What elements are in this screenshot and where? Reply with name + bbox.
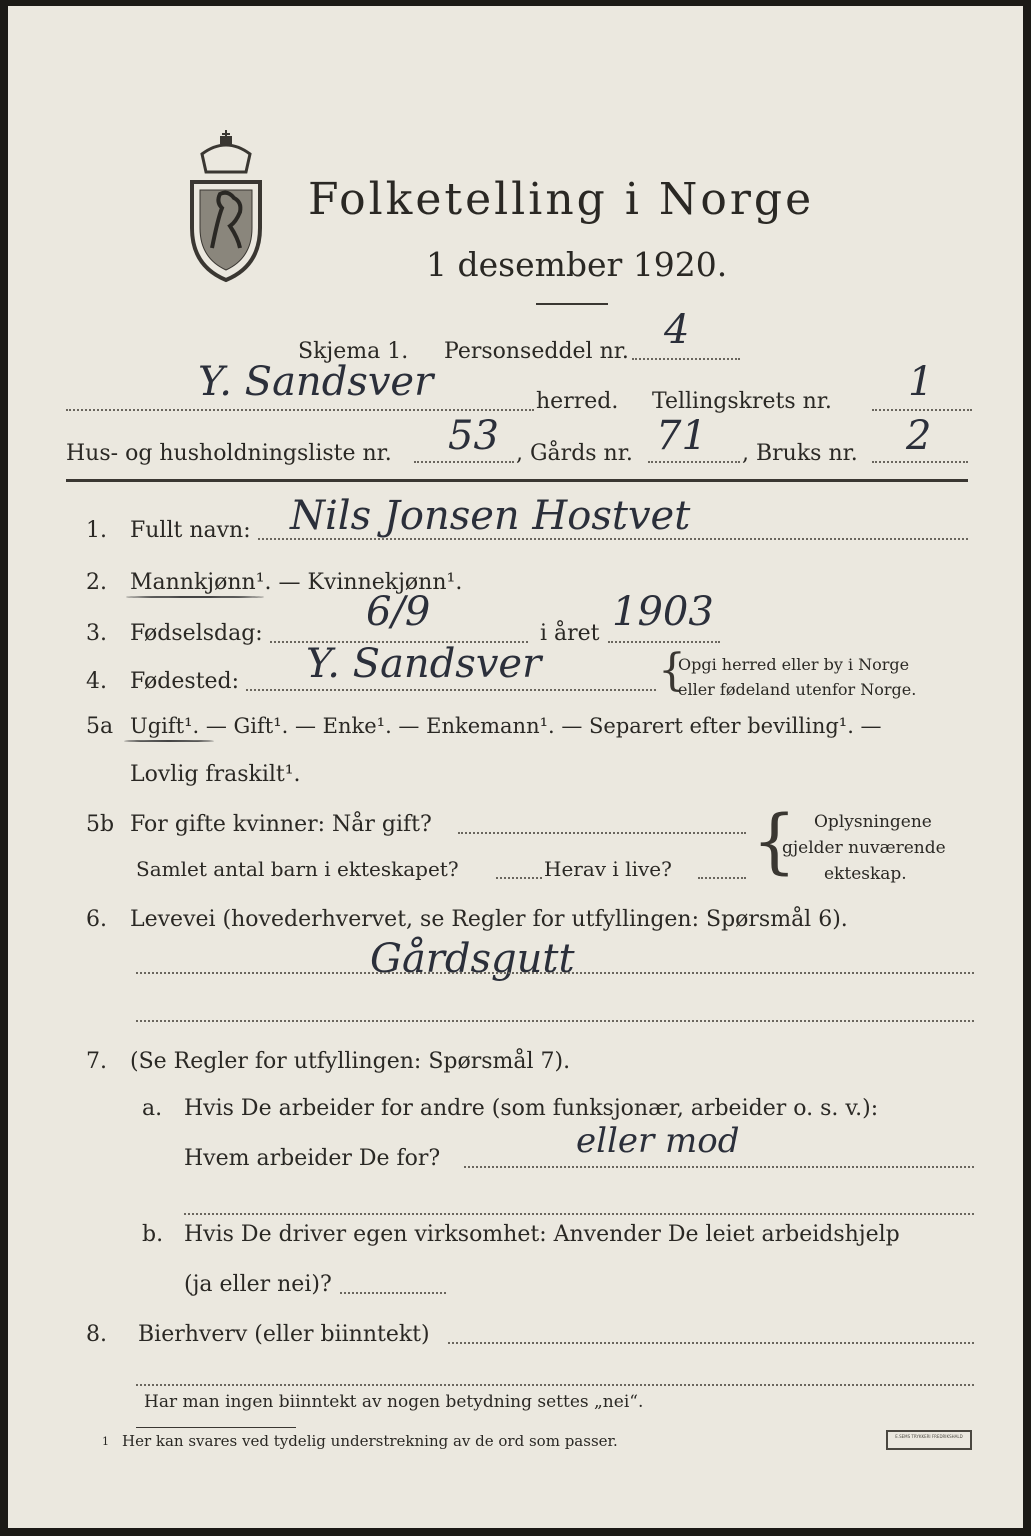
q8-label: Bierhverv (eller biinntekt) (138, 1322, 430, 1347)
q8-number: 8. (86, 1322, 107, 1347)
form-title: Folketelling i Norge (308, 174, 815, 225)
q4-value: Y. Sandsver (306, 641, 542, 687)
biinntekt-note: Har man ingen biinntekt av nogen betydning settes „nei“. (144, 1392, 644, 1412)
q5a-answer-underline (124, 740, 214, 742)
krets-label: Tellingskrets nr. (652, 389, 832, 414)
q3-year-value: 1903 (612, 589, 714, 635)
bruks-label: , Bruks nr. (742, 441, 858, 466)
hus-label: Hus- og husholdningsliste nr. (66, 441, 392, 466)
q5b-barn-field-line (496, 877, 542, 879)
q5b-note-brace: { (752, 800, 797, 882)
q7a-field-line-2 (184, 1213, 974, 1215)
q5b-field-line (458, 832, 746, 834)
q3-year-label: i året (540, 621, 600, 646)
hus-field-line (414, 461, 514, 463)
q5b-label-line2: Samlet antal barn i ekteskapet? (136, 857, 459, 881)
q2-number: 2. (86, 570, 107, 595)
q7a-value: eller mod (576, 1121, 740, 1161)
q7b-number: b. (142, 1222, 164, 1247)
krets-field-line (872, 409, 972, 411)
q7-number: 7. (86, 1049, 107, 1074)
q3-year-field-line (608, 641, 720, 643)
q6-field-line (136, 972, 974, 974)
q4-field-line (246, 689, 656, 691)
gards-value: 71 (656, 413, 707, 459)
q5b-note-line1: Oplysningene (814, 812, 932, 832)
q4-number: 4. (86, 669, 107, 694)
q4-note-brace: { (658, 645, 686, 696)
q2-answer-underline (126, 596, 264, 598)
q5a-number: 5a (86, 714, 114, 739)
q4-label: Fødested: (130, 669, 240, 694)
person-number-value: 4 (664, 307, 690, 353)
q8-field-line (448, 1342, 974, 1344)
q5a-label: Ugift¹. — Gift¹. — Enke¹. — Enkemann¹. — Separert efter bevilling¹. — (130, 714, 882, 738)
q5b-note-line3: ekteskap. (824, 864, 907, 884)
form-date: 1 desember 1920. (426, 245, 728, 284)
krets-value: 1 (908, 359, 934, 405)
bruks-field-line (872, 461, 968, 463)
person-label: Personseddel nr. (444, 339, 629, 364)
q7a-number: a. (142, 1096, 163, 1121)
q5b-label: For gifte kvinner: Når gift? (130, 812, 432, 837)
q5b-note-line2: gjelder nuværende (782, 838, 946, 858)
footnote-text: Her kan svares ved tydelig understrekning av de ord som passer. (122, 1432, 618, 1450)
q7b-label-line2: (ja eller nei)? (184, 1272, 332, 1297)
q6-value: Gårdsgutt (370, 936, 575, 982)
q5a-label-line2: Lovlig fraskilt¹. (130, 762, 301, 787)
q3-value: 6/9 (366, 589, 431, 635)
q5b-label-line3: Herav i live? (544, 857, 672, 881)
hus-value: 53 (448, 413, 499, 459)
coat-of-arms-icon (180, 130, 272, 285)
q7a-label: Hvis De arbeider for andre (som funksjonær, arbeider o. s. v.): (184, 1096, 879, 1121)
q7a-label-line2: Hvem arbeider De for? (184, 1146, 441, 1171)
q1-label: Fullt navn: (130, 518, 251, 543)
q6-field-line-2 (136, 1020, 974, 1022)
q6-label: Levevei (hovederhvervet, se Regler for utfyllingen: Spørsmål 6). (130, 907, 848, 932)
q5b-number: 5b (86, 812, 115, 837)
herred-field-line (66, 409, 534, 411)
gards-field-line (648, 461, 740, 463)
herred-value: Y. Sandsver (198, 359, 434, 405)
footer-divider (136, 1427, 296, 1428)
gards-label: , Gårds nr. (516, 441, 633, 466)
q3-label: Fødselsdag: (130, 621, 263, 646)
q7a-field-line (464, 1166, 974, 1168)
census-form-page (8, 6, 1023, 1528)
header-divider (66, 479, 968, 482)
q7-label: (Se Regler for utfyllingen: Spørsmål 7). (130, 1049, 571, 1074)
q2-label: Mannkjønn¹. — Kvinnekjønn¹. (130, 570, 463, 595)
footnote-mark: 1 (102, 1435, 109, 1448)
q7b-label: Hvis De driver egen virksomhet: Anvender De leiet arbeidshjelp (184, 1222, 900, 1247)
q5b-live-field-line (698, 877, 746, 879)
printer-stamp (886, 1430, 972, 1450)
q8-field-line-2 (136, 1384, 974, 1386)
q4-note-line1: Opgi herred eller by i Norge (678, 655, 910, 674)
bruks-value: 2 (906, 413, 932, 459)
q7b-field-line (340, 1292, 446, 1294)
printer-stamp-text: E.SEMS TRYKKERI FREDRIKSHALD (895, 1434, 963, 1439)
q4-note-line2: eller fødeland utenfor Norge. (678, 680, 917, 699)
schema-label: Skjema 1. (298, 339, 409, 364)
q3-number: 3. (86, 621, 107, 646)
q1-number: 1. (86, 518, 107, 543)
q1-value: Nils Jonsen Hostvet (290, 493, 691, 539)
person-field-line (632, 358, 740, 360)
herred-label: herred. (536, 389, 619, 414)
q6-number: 6. (86, 907, 107, 932)
title-divider (536, 303, 608, 305)
